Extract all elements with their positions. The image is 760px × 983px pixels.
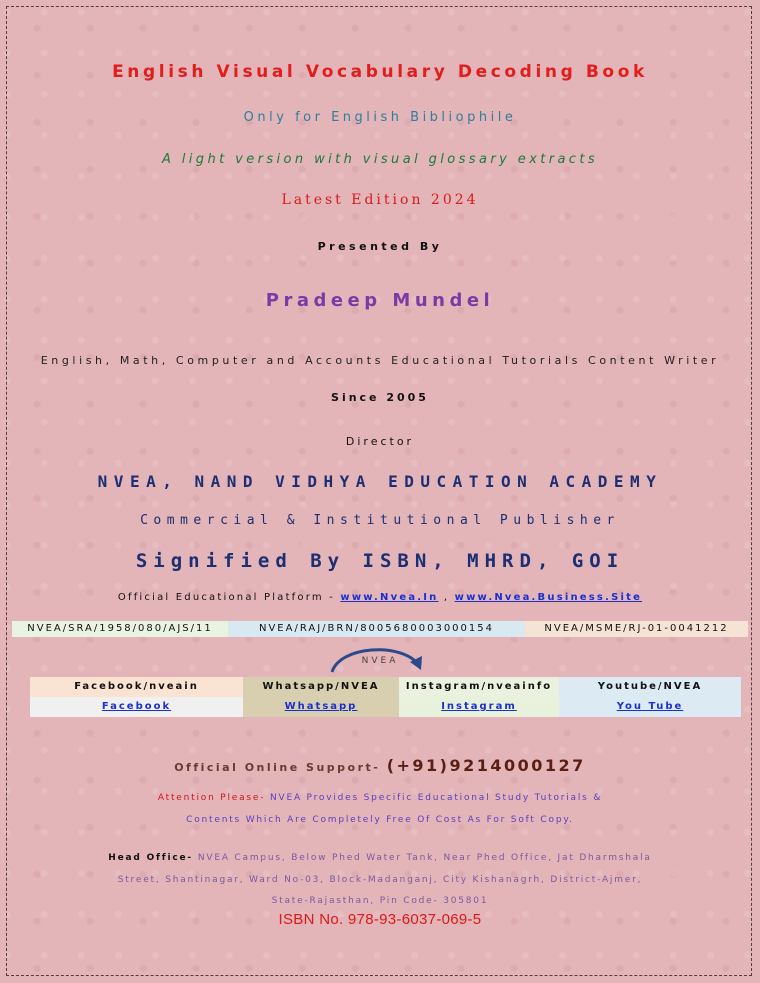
head-office-label: Head Office-	[108, 853, 198, 863]
registration-number: NVEA/SRA/1958/080/AJS/11	[12, 621, 228, 637]
head-office-address	[0, 853, 760, 863]
platform-label: Official Educational Platform -	[117, 592, 341, 603]
registration-row	[12, 621, 748, 637]
subtitle-light-version: A light version with visual glossary extracts	[161, 152, 599, 167]
whatsapp-handle: Whatsapp/NVEA	[243, 677, 399, 697]
book-title: English Visual Vocabulary Decoding Book	[112, 62, 648, 82]
address-line: Street, Shantinagar, Ward No-03, Block-Madanganj, City Kishanagrh, District-Ajmer,	[117, 875, 643, 885]
registration-number: NVEA/RAJ/BRN/8005680003000154	[228, 621, 525, 637]
since-label: Since 2005	[331, 391, 429, 404]
isbn-number: ISBN No. 978-93-6037-069-5	[278, 911, 482, 928]
platform-separator: ,	[438, 592, 455, 603]
subtitle-bibliophile: Only for English Bibliophile	[243, 110, 517, 125]
facebook-link[interactable]: Facebook	[30, 697, 243, 717]
website-link-business-site[interactable]: www.Nvea.Business.Site	[454, 592, 643, 603]
support-label: Official Online Support-	[174, 761, 387, 774]
address-line: State-Rajasthan, Pin Code- 305801	[271, 896, 489, 906]
attention-text: NVEA Provides Specific Educational Study Tutorials &	[269, 793, 603, 803]
address-line: NVEA Campus, Below Phed Water Tank, Near Phed Office, Jat Dharmshala	[197, 853, 652, 863]
official-platform	[0, 592, 760, 603]
registration-number: NVEA/MSME/RJ-01-0041212	[525, 621, 748, 637]
attention-notice	[0, 793, 760, 803]
facebook-handle: Facebook/nveain	[30, 677, 243, 697]
director-label: Director	[345, 435, 415, 448]
attention-label: Attention Please-	[157, 793, 270, 803]
academy-name: NVEA, NAND VIDHYA EDUCATION ACADEMY	[97, 472, 663, 491]
youtube-handle: Youtube/NVEA	[559, 677, 741, 697]
author-role: English, Math, Computer and Accounts Educational Tutorials Content Writer	[40, 354, 720, 367]
nvea-arrow-label: NVEA	[361, 656, 399, 666]
instagram-handle: Instagram/nveainfo	[399, 677, 559, 697]
whatsapp-link[interactable]: Whatsapp	[243, 697, 399, 717]
website-link-nvea-in[interactable]: www.Nvea.In	[340, 592, 439, 603]
author-name: Pradeep Mundel	[265, 290, 495, 311]
publisher-type: Commercial & Institutional Publisher	[140, 513, 620, 528]
attention-text-continued: Contents Which Are Completely Free Of Cost As For Soft Copy.	[186, 815, 574, 825]
presented-by-label: Presented By	[317, 240, 443, 253]
online-support	[0, 756, 760, 775]
youtube-link[interactable]: You Tube	[559, 697, 741, 717]
signified-by: Signified By ISBN, MHRD, GOI	[135, 550, 625, 572]
social-media-table	[30, 677, 741, 717]
edition-label: Latest Edition 2024	[281, 192, 479, 208]
support-phone: (+91)9214000127	[386, 756, 586, 775]
instagram-link[interactable]: Instagram	[399, 697, 559, 717]
